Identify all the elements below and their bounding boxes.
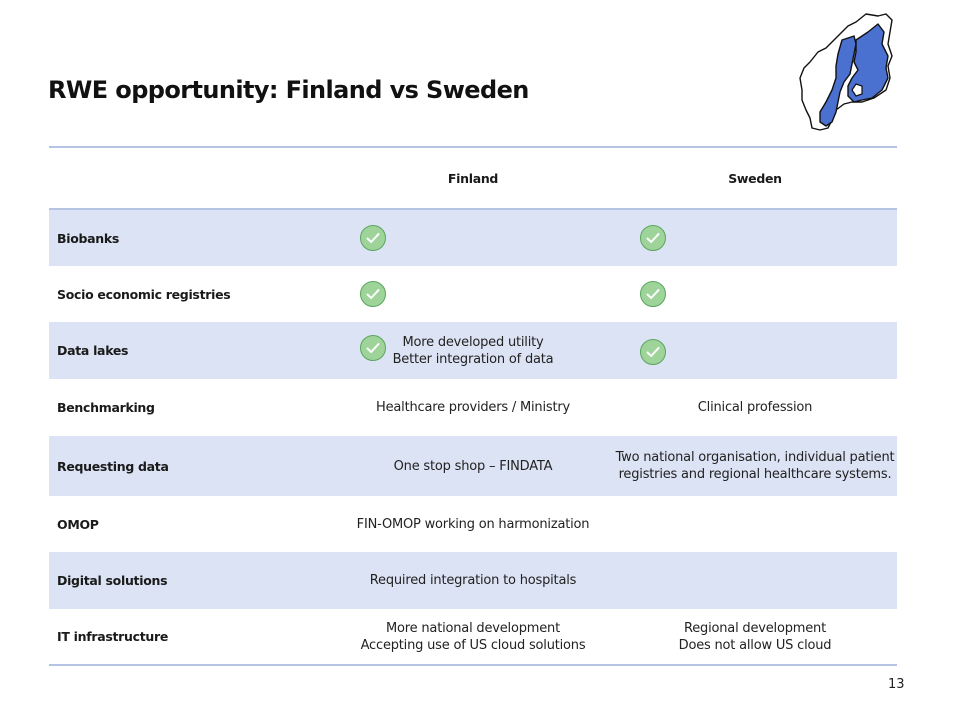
- nordic-map-icon: [796, 10, 896, 134]
- table-row: [49, 379, 897, 436]
- table-row: [49, 322, 897, 379]
- header-sweden: Sweden: [728, 170, 782, 186]
- finland-value: More national development Accepting use of US cloud solutions: [360, 620, 586, 653]
- table-bottom-rule: [49, 664, 897, 666]
- finland-value: Healthcare providers / Ministry: [376, 400, 570, 415]
- finland-value: Required integration to hospitals: [369, 573, 577, 588]
- table-row: [49, 496, 897, 552]
- check-icon: [640, 281, 666, 307]
- check-icon: [360, 281, 386, 307]
- row-label: Benchmarking: [57, 400, 155, 415]
- header-cell-empty: [57, 148, 347, 208]
- check-icon: [640, 339, 666, 365]
- sweden-value: Two national organisation, individual patient registries and regional healthcare systems.: [615, 450, 895, 482]
- page-number: 13: [888, 677, 905, 692]
- check-icon: [360, 225, 386, 251]
- row-label: OMOP: [57, 516, 99, 532]
- table-row: [49, 266, 897, 322]
- finland-value: FIN-OMOP working on harmonization: [356, 516, 590, 532]
- row-label: Digital solutions: [57, 573, 168, 588]
- row-label: Data lakes: [57, 343, 129, 358]
- slide-title: RWE opportunity: Finland vs Sweden: [48, 76, 529, 104]
- table-row: [49, 609, 897, 664]
- table-row: [49, 436, 897, 496]
- row-label: Requesting data: [57, 458, 169, 474]
- table-row: [49, 552, 897, 609]
- table-row: [49, 210, 897, 266]
- sweden-value: Clinical profession: [697, 400, 813, 415]
- row-label: IT infrastructure: [57, 629, 169, 644]
- header-finland: Finland: [447, 170, 499, 186]
- table-header-row: [49, 148, 897, 208]
- row-label: Biobanks: [57, 230, 120, 246]
- sweden-value: Regional development Does not allow US cloud: [678, 620, 832, 653]
- check-icon: [640, 225, 666, 251]
- finland-value: More developed utility Better integration of data: [392, 334, 554, 367]
- finland-value: One stop shop – FINDATA: [393, 458, 553, 474]
- row-label: Socio economic registries: [57, 286, 231, 302]
